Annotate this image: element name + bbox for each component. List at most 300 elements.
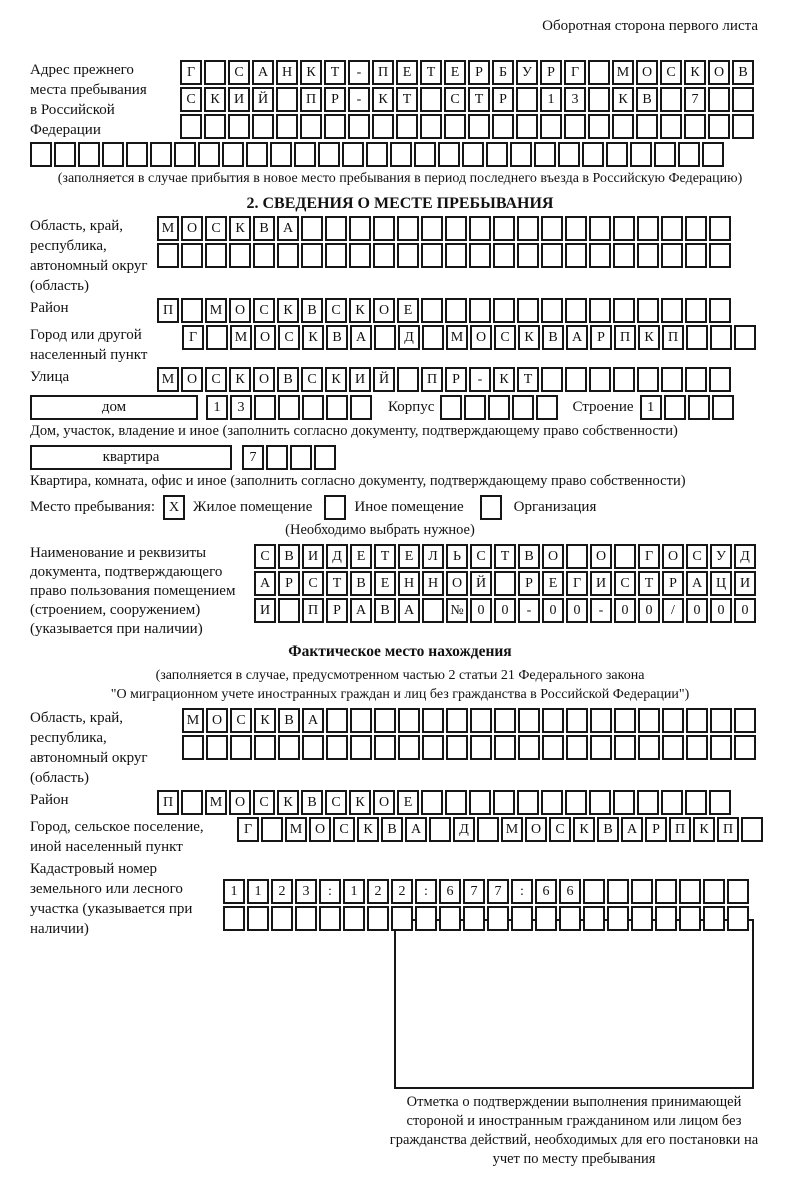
char-box: [660, 114, 682, 139]
char-box: Ь: [446, 544, 468, 569]
char-box: О: [181, 367, 203, 392]
char-box: [565, 367, 587, 392]
char-box: [703, 906, 725, 931]
char-box: С: [686, 544, 708, 569]
char-box: [391, 906, 413, 931]
char-box: [732, 87, 754, 112]
char-box: [350, 395, 372, 420]
char-box: -: [348, 60, 370, 85]
actual-city-block: [30, 817, 770, 857]
char-box: К: [349, 298, 371, 323]
char-box: П: [302, 598, 324, 623]
char-box: [517, 298, 539, 323]
char-box: [494, 571, 516, 596]
char-box: К: [693, 817, 715, 842]
char-box: Е: [398, 544, 420, 569]
stamp-box: [394, 919, 754, 1089]
char-box: [278, 395, 300, 420]
char-box: [372, 114, 394, 139]
char-box: П: [662, 325, 684, 350]
char-box: [278, 598, 300, 623]
char-box: [510, 142, 532, 167]
char-box: А: [621, 817, 643, 842]
char-box: [517, 243, 539, 268]
char-box: Б: [492, 60, 514, 85]
char-box: [614, 735, 636, 760]
char-box: К: [229, 216, 251, 241]
char-box: [637, 243, 659, 268]
char-box: [565, 298, 587, 323]
char-box: [486, 142, 508, 167]
char-box: Г: [566, 571, 588, 596]
char-box: [638, 708, 660, 733]
region-row-1: [157, 216, 731, 241]
char-box: [703, 879, 725, 904]
char-box: [662, 735, 684, 760]
char-box: [588, 114, 610, 139]
char-box: [180, 114, 202, 139]
char-box: О: [525, 817, 547, 842]
char-box: О: [542, 544, 564, 569]
char-box: С: [228, 60, 250, 85]
char-box: С: [444, 87, 466, 112]
char-box: [590, 735, 612, 760]
char-box: Е: [350, 544, 372, 569]
char-box: [654, 142, 676, 167]
char-box: 3: [564, 87, 586, 112]
char-box: С: [660, 60, 682, 85]
char-box: К: [493, 367, 515, 392]
char-box: К: [325, 367, 347, 392]
char-box: Р: [518, 571, 540, 596]
char-box: [252, 114, 274, 139]
document-block: [30, 544, 770, 639]
char-box: [494, 735, 516, 760]
char-box: 6: [535, 879, 557, 904]
char-box: А: [398, 598, 420, 623]
char-box: [565, 216, 587, 241]
char-box: [710, 325, 732, 350]
char-box: О: [662, 544, 684, 569]
char-box: [78, 142, 100, 167]
char-box: С: [325, 790, 347, 815]
char-box: А: [252, 60, 274, 85]
char-box: У: [710, 544, 732, 569]
option-residential-label: Жилое помещение: [193, 499, 313, 515]
char-box: Й: [252, 87, 274, 112]
char-box: [469, 243, 491, 268]
char-box: [709, 298, 731, 323]
char-box: П: [669, 817, 691, 842]
checkbox-other-premises: [324, 495, 346, 520]
cadastral-row-2: [223, 906, 749, 931]
stay-type-note: (Необходимо выбрать нужное): [285, 522, 475, 538]
char-box: В: [542, 325, 564, 350]
char-box: [590, 708, 612, 733]
char-box: [102, 142, 124, 167]
char-box: [349, 216, 371, 241]
char-box: Е: [374, 571, 396, 596]
city-label: Город или другой населенный пункт: [30, 327, 148, 363]
char-box: С: [230, 708, 252, 733]
char-box: [446, 708, 468, 733]
char-box: [397, 243, 419, 268]
char-box: Р: [468, 60, 490, 85]
char-box: [302, 735, 324, 760]
actual-region-row-2: [182, 735, 756, 760]
char-box: [422, 735, 444, 760]
char-box: [709, 790, 731, 815]
char-box: [422, 708, 444, 733]
char-box: [230, 735, 252, 760]
char-box: Й: [470, 571, 492, 596]
char-box: А: [566, 325, 588, 350]
apartment-number-boxes: [242, 445, 336, 470]
char-box: [559, 906, 581, 931]
actual-location-note-2: "О миграционном учете иностранных граждан и лиц без гражданства в Российской Федерации"): [110, 687, 690, 702]
char-box: -: [348, 87, 370, 112]
char-box: [325, 243, 347, 268]
char-box: В: [301, 790, 323, 815]
char-box: О: [181, 216, 203, 241]
char-box: [686, 325, 708, 350]
char-box: [295, 906, 317, 931]
char-box: [661, 298, 683, 323]
char-box: [638, 735, 660, 760]
char-box: [541, 367, 563, 392]
actual-region-label: Область, край, республика, автономный округ (область): [30, 710, 148, 786]
char-box: [181, 298, 203, 323]
char-box: К: [229, 367, 251, 392]
char-box: [470, 735, 492, 760]
char-box: [206, 325, 228, 350]
char-box: О: [470, 325, 492, 350]
char-box: Л: [422, 544, 444, 569]
char-box: М: [157, 367, 179, 392]
char-box: В: [732, 60, 754, 85]
char-box: Ц: [710, 571, 732, 596]
char-box: [301, 243, 323, 268]
char-box: [589, 243, 611, 268]
char-box: [494, 708, 516, 733]
char-box: В: [277, 367, 299, 392]
char-box: [637, 216, 659, 241]
char-box: С: [302, 571, 324, 596]
char-box: [541, 790, 563, 815]
cadastral-label: Кадастровый номер земельного или лесного участка (указывается при наличии): [30, 861, 193, 937]
char-box: [566, 735, 588, 760]
char-box: [708, 87, 730, 112]
char-box: С: [333, 817, 355, 842]
char-box: [734, 735, 756, 760]
char-box: О: [206, 708, 228, 733]
char-box: М: [230, 325, 252, 350]
char-box: Г: [237, 817, 259, 842]
char-box: Т: [494, 544, 516, 569]
char-box: [661, 243, 683, 268]
char-box: [247, 906, 269, 931]
char-box: В: [518, 544, 540, 569]
street-row: [157, 367, 731, 392]
char-box: [493, 790, 515, 815]
char-box: [583, 879, 605, 904]
char-box: С: [180, 87, 202, 112]
actual-location-title: Фактическое место нахождения: [288, 643, 512, 660]
char-box: В: [374, 598, 396, 623]
char-box: К: [349, 790, 371, 815]
char-box: [613, 367, 635, 392]
stay-type-row: [30, 495, 770, 520]
char-box: 1: [343, 879, 365, 904]
char-box: А: [277, 216, 299, 241]
char-box: :: [511, 879, 533, 904]
char-box: [712, 395, 734, 420]
char-box: №: [446, 598, 468, 623]
char-box: [174, 142, 196, 167]
char-box: С: [494, 325, 516, 350]
char-box: [342, 142, 364, 167]
char-box: [614, 708, 636, 733]
char-box: [261, 817, 283, 842]
char-box: [343, 906, 365, 931]
char-box: [660, 87, 682, 112]
char-box: [589, 298, 611, 323]
char-box: [607, 879, 629, 904]
char-box: [631, 879, 653, 904]
house-note: Дом, участок, владение и иное (заполнить согласно документу, подтверждающему право собственности): [30, 423, 678, 439]
char-box: П: [421, 367, 443, 392]
char-box: 0: [614, 598, 636, 623]
actual-region-block: [30, 708, 770, 788]
char-box: [637, 298, 659, 323]
char-box: [350, 708, 372, 733]
char-box: С: [253, 790, 275, 815]
char-box: [325, 216, 347, 241]
char-box: Г: [638, 544, 660, 569]
char-box: М: [446, 325, 468, 350]
char-box: Й: [373, 367, 395, 392]
char-box: [254, 735, 276, 760]
city-row: [182, 325, 756, 350]
char-box: [326, 735, 348, 760]
char-box: Г: [180, 60, 202, 85]
char-box: [182, 735, 204, 760]
char-box: [517, 790, 539, 815]
char-box: [374, 708, 396, 733]
char-box: [270, 142, 292, 167]
char-box: [415, 906, 437, 931]
char-box: [709, 243, 731, 268]
char-box: 7: [242, 445, 264, 470]
char-box: [655, 879, 677, 904]
document-row-3: [254, 598, 756, 623]
char-box: [541, 216, 563, 241]
char-box: 0: [470, 598, 492, 623]
char-box: 0: [734, 598, 756, 623]
char-box: [488, 395, 510, 420]
char-box: [181, 790, 203, 815]
document-row-1: [254, 544, 756, 569]
char-box: Н: [276, 60, 298, 85]
char-box: [518, 708, 540, 733]
char-box: [464, 395, 486, 420]
char-box: [493, 298, 515, 323]
char-box: 1: [640, 395, 662, 420]
char-box: А: [254, 571, 276, 596]
char-box: [589, 790, 611, 815]
apartment-row: [30, 445, 770, 470]
char-box: И: [349, 367, 371, 392]
char-box: [414, 142, 436, 167]
char-box: [734, 708, 756, 733]
char-box: [254, 395, 276, 420]
char-box: [492, 114, 514, 139]
char-box: Д: [453, 817, 475, 842]
document-label: Наименование и реквизиты документа, подтверждающего право пользования помещением (строением, сооружением) (указывается при наличии): [30, 545, 236, 637]
char-box: С: [614, 571, 636, 596]
char-box: [349, 243, 371, 268]
char-box: Т: [517, 367, 539, 392]
char-box: [438, 142, 460, 167]
char-box: [469, 216, 491, 241]
char-box: [469, 790, 491, 815]
checkbox-organization: [480, 495, 502, 520]
char-box: С: [278, 325, 300, 350]
char-box: [493, 216, 515, 241]
prev-address-note: (заполняется в случае прибытия в новое место пребывания в период последнего въезда в Российскую Федерацию): [57, 171, 743, 186]
section2-title: 2. СВЕДЕНИЯ О МЕСТЕ ПРЕБЫВАНИЯ: [246, 195, 554, 212]
char-box: К: [573, 817, 595, 842]
char-box: С: [549, 817, 571, 842]
prev-address-row-3: [180, 114, 754, 139]
char-box: О: [229, 298, 251, 323]
char-box: Р: [645, 817, 667, 842]
char-box: 2: [367, 879, 389, 904]
char-box: 0: [710, 598, 732, 623]
char-box: [534, 142, 556, 167]
char-box: О: [590, 544, 612, 569]
cadastral-block: [30, 859, 770, 939]
char-box: К: [372, 87, 394, 112]
char-box: [446, 735, 468, 760]
char-box: [613, 298, 635, 323]
char-box: С: [254, 544, 276, 569]
char-box: 2: [271, 879, 293, 904]
char-box: У: [516, 60, 538, 85]
char-box: [324, 114, 346, 139]
char-box: [540, 114, 562, 139]
district-label: Район: [30, 300, 69, 316]
char-box: [678, 142, 700, 167]
char-box: [662, 708, 684, 733]
char-box: [276, 114, 298, 139]
char-box: [429, 817, 451, 842]
char-box: [558, 142, 580, 167]
page-header: Оборотная сторона первого листа: [542, 18, 758, 34]
prev-address-row-4: [30, 142, 770, 167]
char-box: [445, 298, 467, 323]
char-box: С: [205, 367, 227, 392]
char-box: 0: [566, 598, 588, 623]
char-box: [535, 906, 557, 931]
char-box: [727, 879, 749, 904]
actual-district-label: Район: [30, 792, 69, 808]
prev-address-row-1: [180, 60, 754, 85]
char-box: [373, 216, 395, 241]
char-box: 1: [247, 879, 269, 904]
char-box: [685, 298, 707, 323]
char-box: Е: [542, 571, 564, 596]
char-box: Р: [324, 87, 346, 112]
char-box: Р: [492, 87, 514, 112]
char-box: [398, 708, 420, 733]
char-box: К: [302, 325, 324, 350]
char-box: [583, 906, 605, 931]
document-row-2: [254, 571, 756, 596]
char-box: [588, 87, 610, 112]
char-box: Т: [374, 544, 396, 569]
char-box: В: [381, 817, 403, 842]
char-box: И: [734, 571, 756, 596]
char-box: [229, 243, 251, 268]
city-block: [30, 325, 770, 365]
char-box: [318, 142, 340, 167]
char-box: :: [319, 879, 341, 904]
actual-district-block: [30, 790, 770, 815]
char-box: Р: [540, 60, 562, 85]
char-box: В: [350, 571, 372, 596]
char-box: [205, 243, 227, 268]
char-box: П: [614, 325, 636, 350]
stamp-area: [378, 919, 770, 1169]
char-box: -: [590, 598, 612, 623]
char-box: [420, 114, 442, 139]
char-box: П: [157, 298, 179, 323]
stroenie-label: Строение: [572, 399, 634, 415]
char-box: [373, 243, 395, 268]
char-box: [518, 735, 540, 760]
char-box: [444, 114, 466, 139]
char-box: [422, 325, 444, 350]
char-box: Н: [398, 571, 420, 596]
char-box: [367, 906, 389, 931]
char-box: И: [590, 571, 612, 596]
char-box: [390, 142, 412, 167]
char-box: [223, 906, 245, 931]
char-box: [30, 142, 52, 167]
char-box: [734, 325, 756, 350]
char-box: [588, 60, 610, 85]
char-box: [366, 142, 388, 167]
char-box: В: [636, 87, 658, 112]
char-box: Р: [278, 571, 300, 596]
cadastral-row-1: [223, 879, 749, 904]
char-box: [709, 367, 731, 392]
char-box: [276, 87, 298, 112]
char-box: [350, 735, 372, 760]
char-box: С: [301, 367, 323, 392]
char-box: О: [229, 790, 251, 815]
house-number-boxes: [206, 395, 372, 420]
street-block: [30, 367, 770, 392]
char-box: [612, 114, 634, 139]
char-box: 6: [559, 879, 581, 904]
char-box: П: [300, 87, 322, 112]
char-box: [741, 817, 763, 842]
char-box: 7: [487, 879, 509, 904]
char-box: [468, 114, 490, 139]
char-box: О: [373, 298, 395, 323]
